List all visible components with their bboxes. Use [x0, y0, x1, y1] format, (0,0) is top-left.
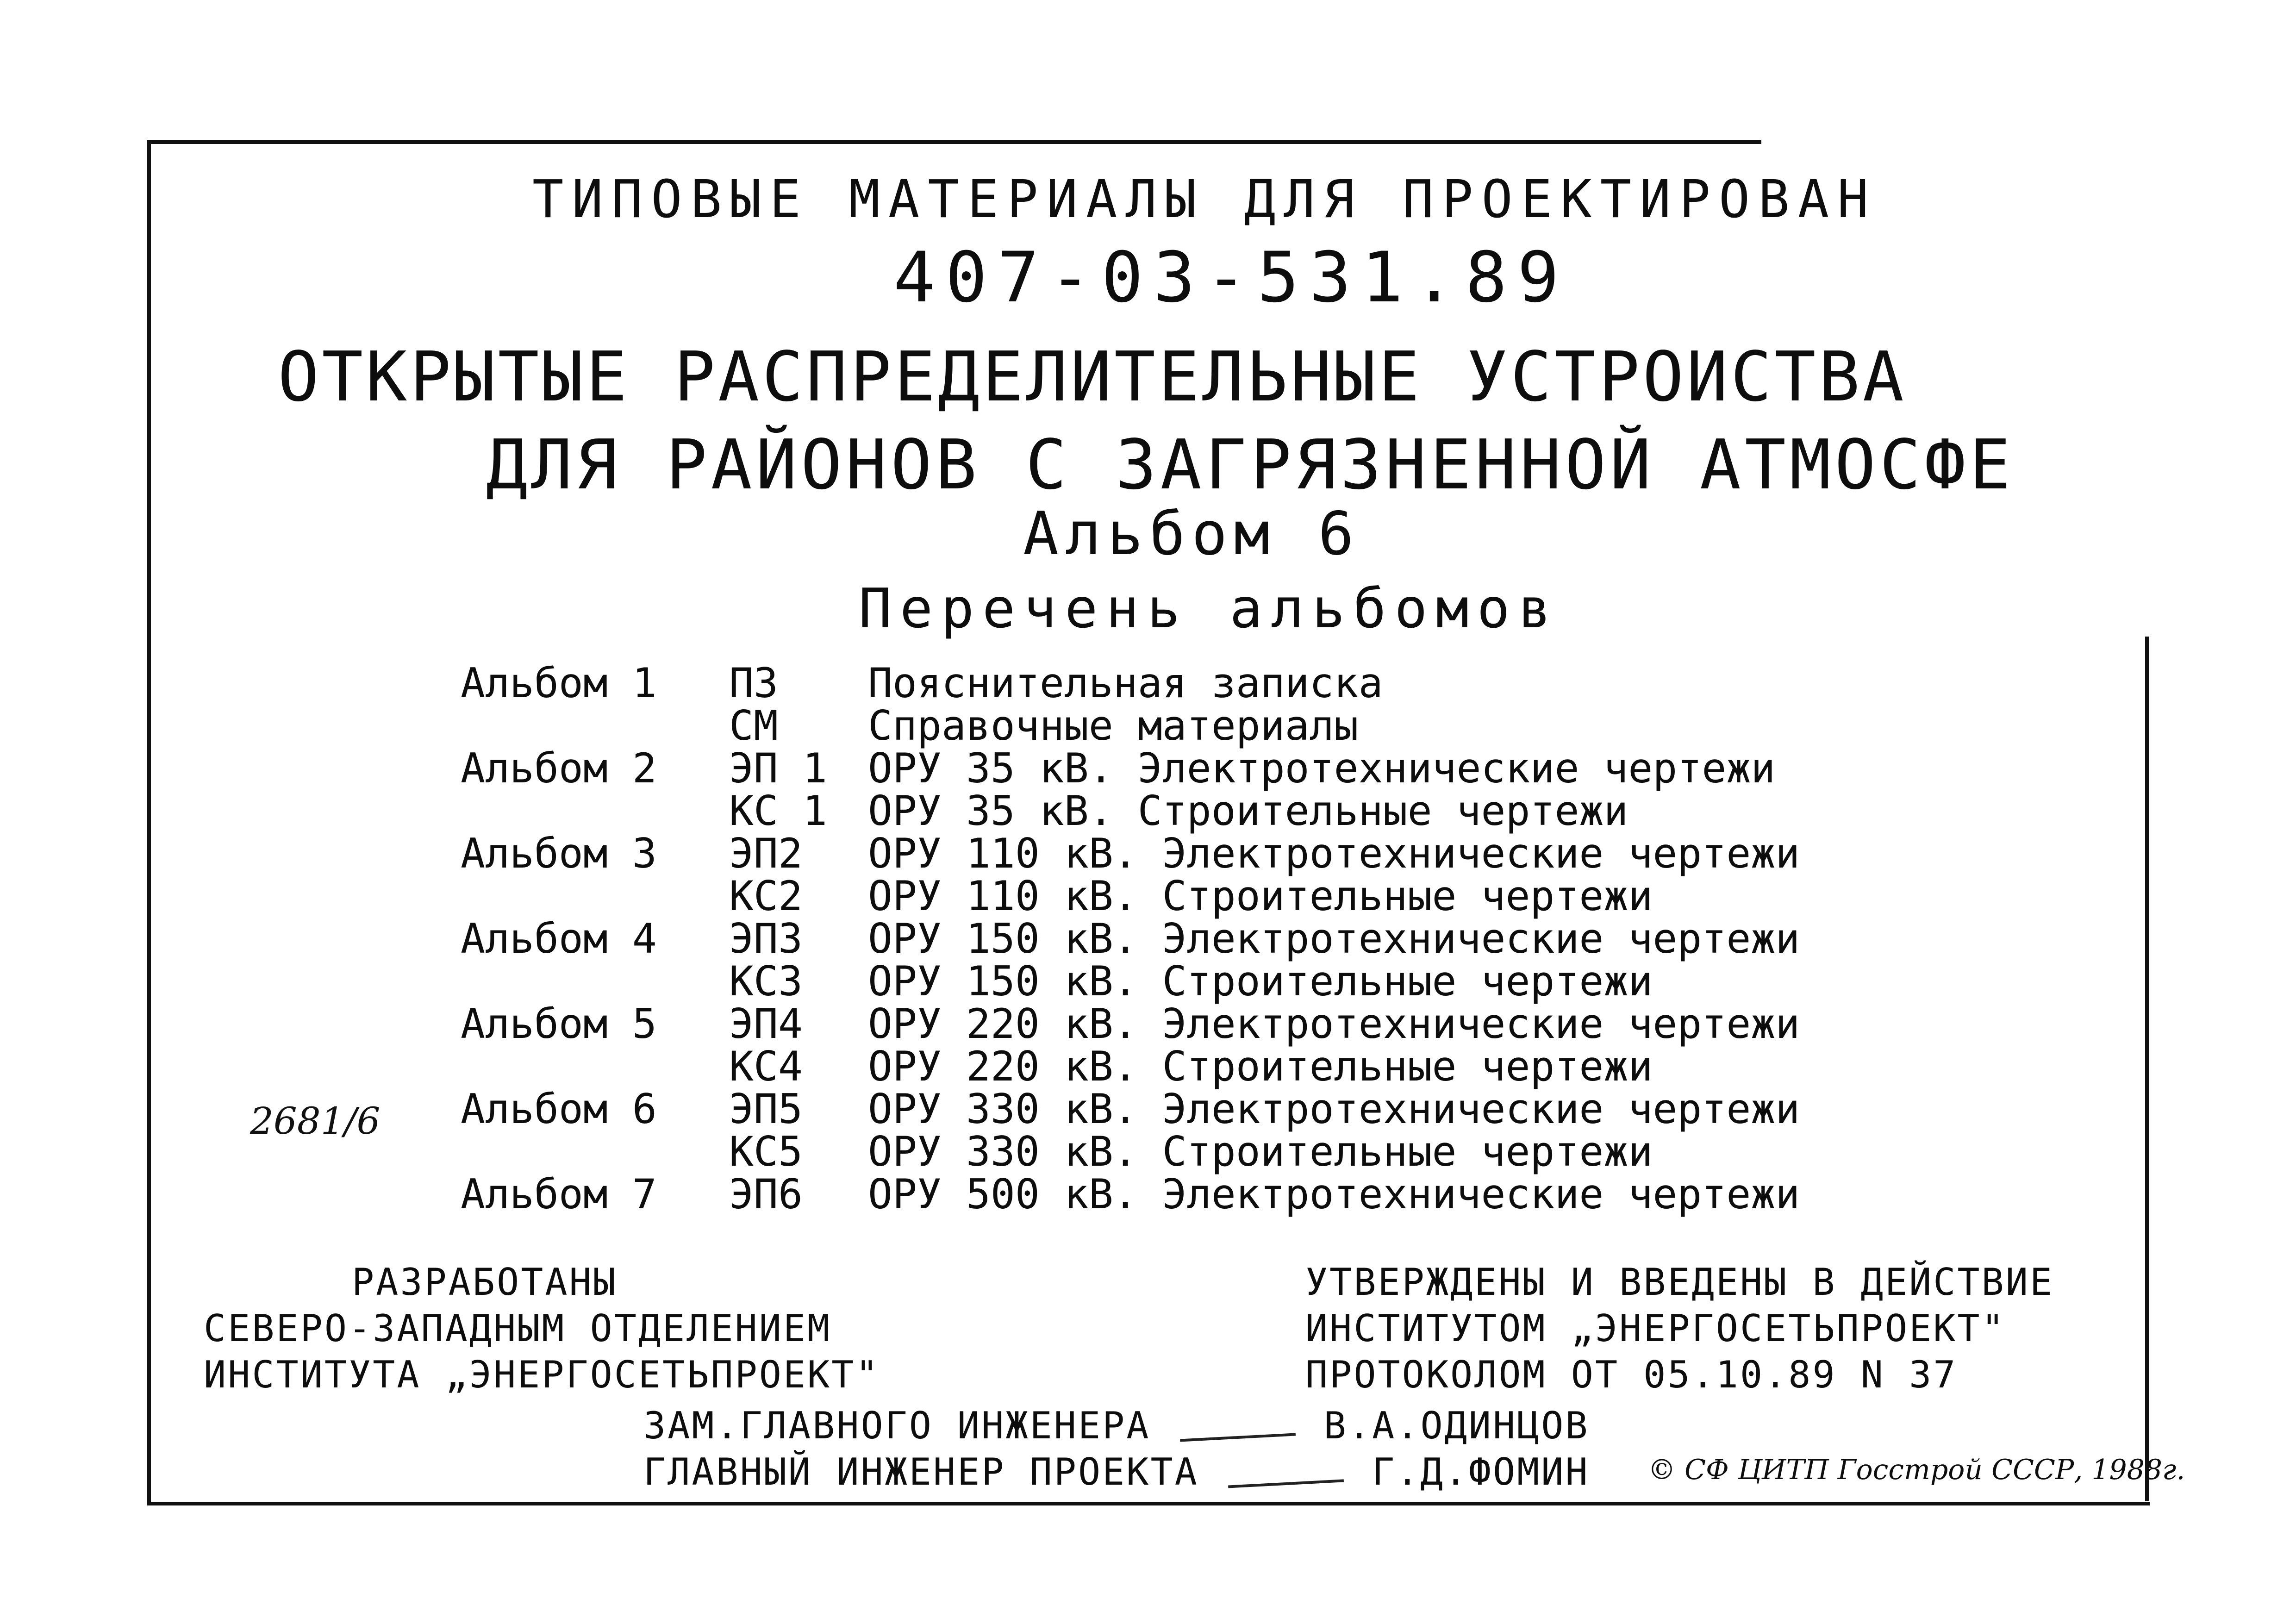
developed-line-1: РАЗРАБОТАНЫ — [352, 1261, 618, 1304]
table-row — [461, 960, 1800, 1003]
album-cell: Альбом 4 — [461, 915, 657, 962]
table-row — [461, 705, 1800, 747]
deputy-name: В.А.ОДИНЦОВ — [1323, 1404, 1590, 1447]
table-row — [461, 1003, 1800, 1045]
desc-cell: ОРУ 500 кВ. Электротехнические чертежи — [868, 1170, 1800, 1218]
title-line-1: ОТКРЫТЫЕ РАСПРЕДЕЛИТЕЛЬНЫЕ УСТРОИСТВА — [278, 337, 1907, 417]
table-row — [461, 918, 1800, 960]
frame-right-edge — [2145, 637, 2149, 1501]
table-row — [461, 1131, 1800, 1173]
desc-cell: Справочные материалы — [868, 702, 1359, 750]
copyright-note: © СФ ЦИТП Госстрой СССР, 1988г. — [1648, 1454, 2185, 1486]
desc-cell: ОРУ 220 кВ. Строительные чертежи — [868, 1043, 1653, 1090]
series-heading: ТИПОВЫЕ МАТЕРИАЛЫ ДЛЯ ПРОЕКТИРОВАН — [532, 169, 1877, 230]
title-line-2: ДЛЯ РАЙОНОВ С ЗАГРЯЗНЕННОЙ АТМОСФЕ — [486, 425, 2015, 505]
code-cell: ЭП3 — [729, 915, 803, 962]
album-cell — [461, 1131, 729, 1173]
chief-signature-row — [643, 1449, 1590, 1495]
album-cell: Альбом 1 — [461, 659, 657, 707]
album-cell — [461, 960, 729, 1003]
developed-line-2: СЕВЕРО-ЗАПАДНЫМ ОТДЕЛЕНИЕМ — [204, 1307, 832, 1350]
chief-name: Г.Д.ФОМИН — [1372, 1450, 1590, 1493]
desc-cell: ОРУ 150 кВ. Строительные чертежи — [868, 957, 1653, 1005]
approved-line-2: ИНСТИТУТОМ „ЭНЕРГОСЕТЬПРОЕКТ" — [1305, 1307, 2006, 1350]
album-cell: Альбом 5 — [461, 1000, 657, 1048]
album-cell — [461, 705, 729, 747]
desc-cell: ОРУ 330 кВ. Электротехнические чертежи — [868, 1085, 1800, 1133]
table-row — [461, 747, 1800, 790]
deputy-signature-row — [643, 1403, 1590, 1449]
inventory-stamp: 2681/6 — [250, 1099, 381, 1143]
table-row — [461, 832, 1800, 875]
desc-cell: ОРУ 110 кВ. Электротехнические чертежи — [868, 830, 1800, 877]
developed-by-block — [204, 1259, 880, 1398]
table-row — [461, 875, 1800, 918]
code-cell: КС 1 — [729, 787, 827, 835]
approved-line-1: УТВЕРЖДЕНЫ И ВВЕДЕНЫ В ДЕЙСТВИЕ — [1305, 1261, 2054, 1304]
desc-cell: ОРУ 110 кВ. Строительные чертежи — [868, 872, 1653, 920]
album-cell — [461, 875, 729, 918]
handwritten-signature — [1179, 1415, 1296, 1442]
album-cell: Альбом 6 — [461, 1085, 657, 1133]
signatures-block — [643, 1403, 1590, 1495]
deputy-role: ЗАМ.ГЛАВНОГО ИНЖЕНЕРА — [643, 1404, 1151, 1447]
code-cell: КС5 — [729, 1128, 803, 1175]
code-cell: ЭП 1 — [729, 744, 827, 792]
album-number: Альбом 6 — [1023, 500, 1360, 568]
list-title: Перечень альбомов — [859, 576, 1560, 640]
album-cell — [461, 1045, 729, 1088]
desc-cell: ОРУ 330 кВ. Строительные чертежи — [868, 1128, 1653, 1175]
code-cell: СМ — [729, 702, 778, 750]
code-cell: ЭП5 — [729, 1085, 803, 1133]
code-cell: КС3 — [729, 957, 803, 1005]
approved-line-3: ПРОТОКОЛОМ ОТ 05.10.89 N 37 — [1305, 1353, 1958, 1396]
code-cell: ЭП6 — [729, 1170, 803, 1218]
code-cell: КС4 — [729, 1043, 803, 1090]
frame-top-gap — [1761, 137, 2150, 148]
code-cell: ЭП4 — [729, 1000, 803, 1048]
desc-cell: ОРУ 220 кВ. Электротехнические чертежи — [868, 1000, 1800, 1048]
desc-cell: ОРУ 35 кВ. Строительные чертежи — [868, 787, 1628, 835]
album-cell: Альбом 3 — [461, 830, 657, 877]
album-cell: Альбом 7 — [461, 1170, 657, 1218]
code-cell: КС2 — [729, 872, 803, 920]
desc-cell: Пояснительная записка — [868, 659, 1383, 707]
desc-cell: ОРУ 35 кВ. Электротехнические чертежи — [868, 744, 1776, 792]
code-cell: ПЗ — [729, 659, 778, 707]
document-code: 407-03-531.89 — [893, 237, 1569, 318]
albums-table — [461, 659, 1800, 1218]
desc-cell: ОРУ 150 кВ. Электротехнические чертежи — [868, 915, 1800, 962]
album-cell: Альбом 2 — [461, 744, 657, 792]
table-row — [461, 1045, 1800, 1088]
table-row — [461, 1088, 1800, 1131]
album-cell — [461, 790, 729, 832]
approved-block — [1305, 1259, 2054, 1398]
table-row — [461, 790, 1800, 832]
table-row — [461, 662, 1800, 705]
developed-line-3: ИНСТИТУТА „ЭНЕРГОСЕТЬПРОЕКТ" — [204, 1353, 880, 1396]
handwritten-signature — [1227, 1461, 1344, 1488]
table-row — [461, 1173, 1800, 1216]
code-cell: ЭП2 — [729, 830, 803, 877]
chief-role: ГЛАВНЫЙ ИНЖЕНЕР ПРОЕКТА — [643, 1450, 1199, 1493]
